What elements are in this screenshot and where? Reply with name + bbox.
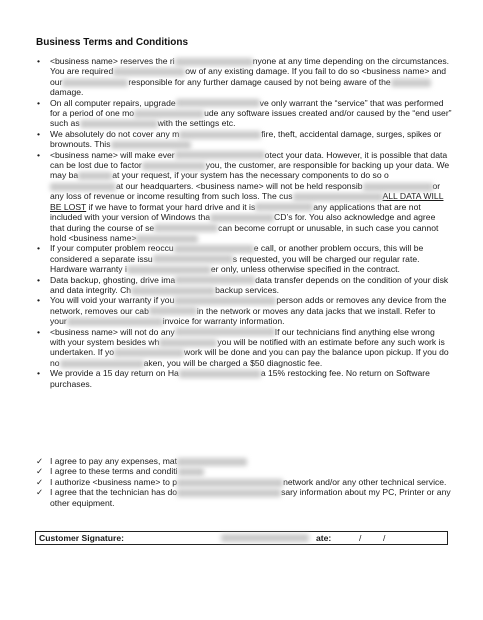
check-icon: ✓ <box>36 456 44 466</box>
redaction-blur <box>149 307 197 315</box>
bullet-icon: • <box>37 368 41 379</box>
redaction-blur <box>78 172 112 180</box>
redaction-blur <box>176 99 260 107</box>
agreement-list <box>36 456 452 508</box>
date-separator: / <box>359 533 362 543</box>
term-item: • If your computer problem reoccu e call, or another problem occurs, this will be considered a separate issu s requested, you will be charged our regular rate. Hardware warranty i er only, unless otherwise specified in the contract. <box>37 243 424 275</box>
customer-signature-label: Customer Signature: <box>39 533 124 543</box>
redaction-blur <box>174 245 254 253</box>
redaction-blur <box>80 120 158 128</box>
redaction-blur <box>175 58 253 66</box>
agreement-item: ✓ I agree to these terms and conditi <box>36 466 452 476</box>
bullet-icon: • <box>37 149 41 160</box>
redaction-blur <box>255 203 313 211</box>
redaction-blur <box>50 183 116 191</box>
redaction-blur <box>175 328 275 336</box>
agreement-item: ✓ I agree that the technician has do sary information about my PC, Printer or any other equipment. <box>36 487 451 508</box>
redaction-blur <box>391 79 431 87</box>
bullet-icon: • <box>37 97 41 108</box>
term-item: • <business name> will not do any If our technicians find anything else wrong with your system besides wh you will be notified with an estimate before any such work is undertaken. If yo work will be done and you can pay the balance upon pickup. If you do no aken, you will be charged a $50 diagnostic fee. <box>37 326 449 368</box>
redaction-blur <box>178 468 204 476</box>
redaction-blur <box>293 193 383 201</box>
term-item: • On all computer repairs, upgrade ve only warrant the “service” that was performed for a period of one mo ude any software issues created and/or caused by the “end user” such as with the settings etc. <box>37 97 452 129</box>
redaction-blur <box>134 110 204 118</box>
term-item: • <business name> will make ever otect your data. However, it is possible that data can be lost due to factor you, the customer, are responsible for backing up your data. We may ba at your request, if your system has the necessary components to do so oat our headquarters. <business name> will not be held responsib or any loss of revenue or income resulting from such loss. The cus ALL DATA WILL BE LOST if we have to format your hard drive and it is any applications that are not included with your version of Windows tha CD’s for. You also acknowledge and agree that during the course of se can become corrupt or unusable, in such case you cannot hold <business name> <box>37 149 450 243</box>
redaction-blur <box>154 224 218 232</box>
redaction-blur <box>142 162 206 170</box>
check-icon: ✓ <box>36 466 44 477</box>
redaction-blur <box>363 183 433 191</box>
agreement-item: ✓ I authorize <business name> to p network and/or any other technical service. <box>36 476 447 487</box>
redaction-blur <box>111 141 191 149</box>
redaction-blur <box>62 79 128 87</box>
redaction-blur <box>153 255 233 263</box>
bullet-icon: • <box>37 274 41 285</box>
redaction-blur <box>113 68 185 76</box>
term-item: • You will void your warranty if you person adds or removes any device from the network, removes our cab in the network or moves any data jacks that we install. Refer to your invoice for warranty information. <box>37 295 447 327</box>
redaction-blur <box>175 151 265 159</box>
signature-box[interactable] <box>35 531 448 545</box>
redaction-blur <box>179 131 261 139</box>
redaction-blur <box>177 479 283 487</box>
check-icon: ✓ <box>36 487 44 498</box>
redaction-blur <box>136 235 198 243</box>
bullet-icon: • <box>37 295 41 306</box>
check-icon: ✓ <box>36 476 44 487</box>
document-title: Business Terms and Conditions <box>36 37 189 48</box>
redaction-blur <box>210 214 274 222</box>
redaction-blur <box>159 339 217 347</box>
redaction-blur <box>67 318 163 326</box>
redaction-blur <box>60 360 144 368</box>
redaction-blur <box>179 370 261 378</box>
date-label: ate: <box>316 533 332 543</box>
bullet-icon: • <box>37 128 41 139</box>
terms-list <box>36 56 452 389</box>
redaction-blur <box>131 287 215 295</box>
redaction-blur <box>177 489 281 497</box>
term-item: • We provide a 15 day return on Ha a 15% restocking fee. No return on Software purchases. <box>37 368 430 389</box>
term-item: • <business name> reserves the ri nyone at any time depending on the circumstances. You are required ow of any existing damage. If you fail to do so <business name> and our responsible for any further damage caused by not being aware of thedamage. <box>37 56 450 98</box>
redaction-blur <box>177 458 247 466</box>
redaction-blur <box>175 276 255 284</box>
redaction-blur <box>127 266 211 274</box>
agreement-item: ✓ I agree to pay any expenses, mat <box>36 456 452 466</box>
bullet-icon: • <box>37 243 41 254</box>
date-separator: / <box>383 533 386 543</box>
redaction-blur <box>174 297 276 305</box>
term-item: • Data backup, ghosting, drive ima data transfer depends on the condition of your disk and data integrity. Ch backup services. <box>37 274 449 295</box>
term-item: • We absolutely do not cover any m fire, theft, accidental damage, surges, spikes or brownouts. This <box>37 128 442 150</box>
bullet-icon: • <box>37 56 41 66</box>
redaction-blur <box>114 349 184 357</box>
redaction-blur <box>221 534 309 542</box>
bullet-icon: • <box>37 326 41 337</box>
data-loss-warning: ALL DATA WILL BE LOST <box>50 191 444 212</box>
